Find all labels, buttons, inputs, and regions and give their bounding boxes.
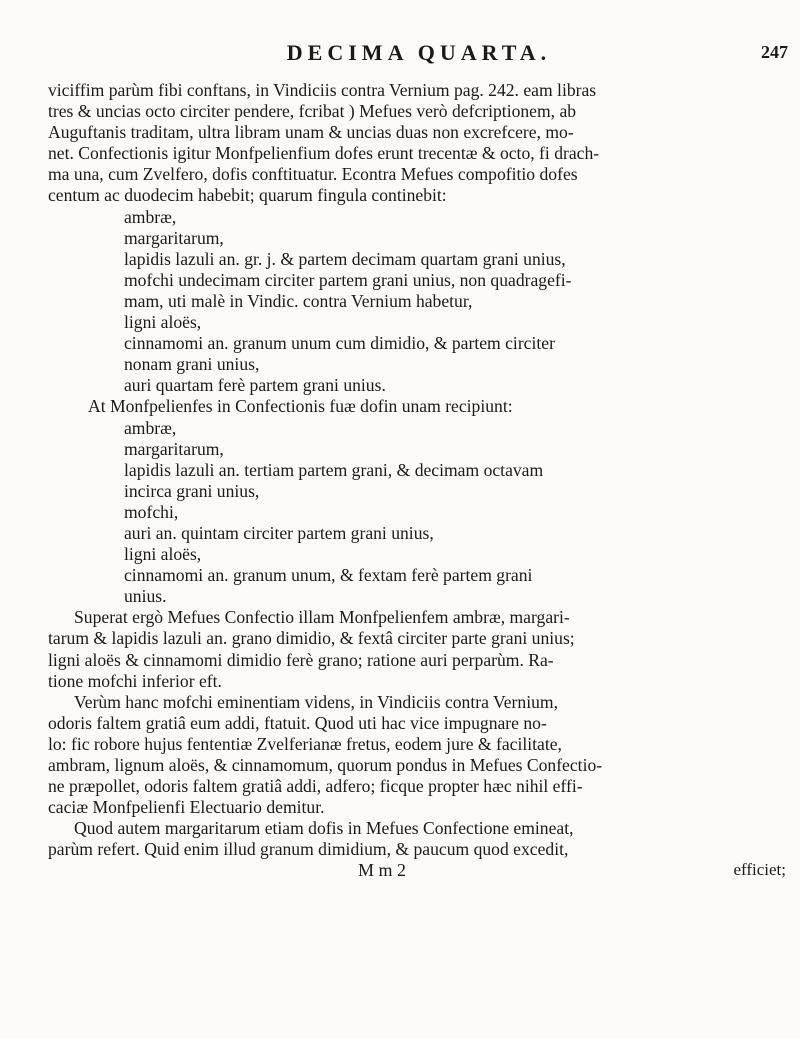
text-line: At Monfpelienfes in Confectionis fuæ dofin unam recipiunt:	[88, 396, 513, 417]
text-line: ligni aloës & cinnamomi dimidio ferè grano; ratione auri perparùm. Ra-	[48, 649, 554, 670]
text-line: margaritarum,	[124, 438, 224, 459]
text-line: Quod autem margaritarum etiam dofis in Mefues Confectione emineat,	[74, 818, 574, 839]
text-line: tione mofchi inferior eft.	[48, 670, 222, 691]
text-line: nonam grani unius,	[124, 354, 260, 375]
text-line: odoris faltem gratiâ eum addi, ftatuit. Quod uti hac vice impugnare no-	[48, 712, 547, 733]
text-line: lapidis lazuli an. gr. j. & partem decimam quartam grani unius,	[124, 248, 566, 269]
text-line: caciæ Monfpelienfi Electuario demitur.	[48, 797, 325, 818]
text-line: cinnamomi an. granum unum, & fextam ferè partem grani	[124, 565, 533, 586]
text-line: margaritarum,	[124, 227, 224, 248]
text-line: Superat ergò Mefues Confectio illam Monfpelienfem ambræ, margari-	[74, 607, 570, 628]
page-footer	[48, 860, 790, 881]
text-line: centum ac duodecim habebit; quarum fingula continebit:	[48, 185, 447, 206]
text-line: ligni aloës,	[124, 312, 202, 333]
text-line: mofchi undecimam circiter partem grani unius, non quadragefi-	[124, 269, 572, 290]
text-line: mofchi,	[124, 501, 179, 522]
page-header	[48, 40, 790, 80]
text-line: ma una, cum Zvelfero, dofis conftituatur. Econtra Mefues compofitio dofes	[48, 164, 578, 185]
text-line: ambræ,	[124, 417, 177, 438]
text-line: ligni aloës,	[124, 544, 202, 565]
text-line: net. Confectionis igitur Monfpelienfium dofes erunt trecentæ & octo, fi drach-	[48, 143, 600, 164]
text-line: auri quartam ferè partem grani unius.	[124, 375, 386, 396]
text-line: ambræ,	[124, 206, 177, 227]
catchword: efficiet;	[733, 860, 786, 880]
text-line: parùm refert. Quid enim illud granum dimidium, & paucum quod excedit,	[48, 839, 569, 860]
text-line: Auguftanis traditam, ultra libram unam & uncias duas non excrefcere, mo-	[48, 122, 574, 143]
text-line: Verùm hanc mofchi eminentiam videns, in Vindiciis contra Vernium,	[74, 691, 558, 712]
text-line: cinnamomi an. granum unum cum dimidio, & partem circiter	[124, 333, 555, 354]
text-line: auri an. quintam circiter partem grani unius,	[124, 522, 434, 543]
text-line: ambram, lignum aloës, & cinnamomum, quorum pondus in Mefues Confectio-	[48, 755, 603, 775]
text-line: ne præpollet, odoris faltem gratiâ addi, adfero; ficque propter hæc nihil effi-	[48, 776, 583, 797]
text-line: unius.	[124, 586, 167, 607]
page-number: 247	[761, 42, 788, 62]
text-line: lapidis lazuli an. tertiam partem grani, & decimam octavam	[124, 459, 544, 480]
running-head: DECIMA QUARTA.	[286, 40, 552, 65]
text-line: tres & uncias octo circiter pendere, fcribat ) Mefues verò defcriptionem, ab	[48, 101, 577, 122]
body-text	[48, 80, 790, 860]
signature-mark: M m 2	[358, 860, 407, 881]
text-line: incirca grani unius,	[124, 480, 260, 501]
text-line: tarum & lapidis lazuli an. grano dimidio, & fextâ circiter parte grani unius;	[48, 628, 575, 649]
page	[48, 40, 790, 881]
text-line: mam, uti malè in Vindic. contra Vernium habetur,	[124, 290, 473, 311]
text-line: lo: fic robore hujus fententiæ Zvelferianæ fretus, eodem jure & facilitate,	[48, 733, 562, 754]
text-line: viciffim parùm fibi conftans, in Vindiciis contra Vernium pag. 242. eam libras	[48, 80, 597, 100]
